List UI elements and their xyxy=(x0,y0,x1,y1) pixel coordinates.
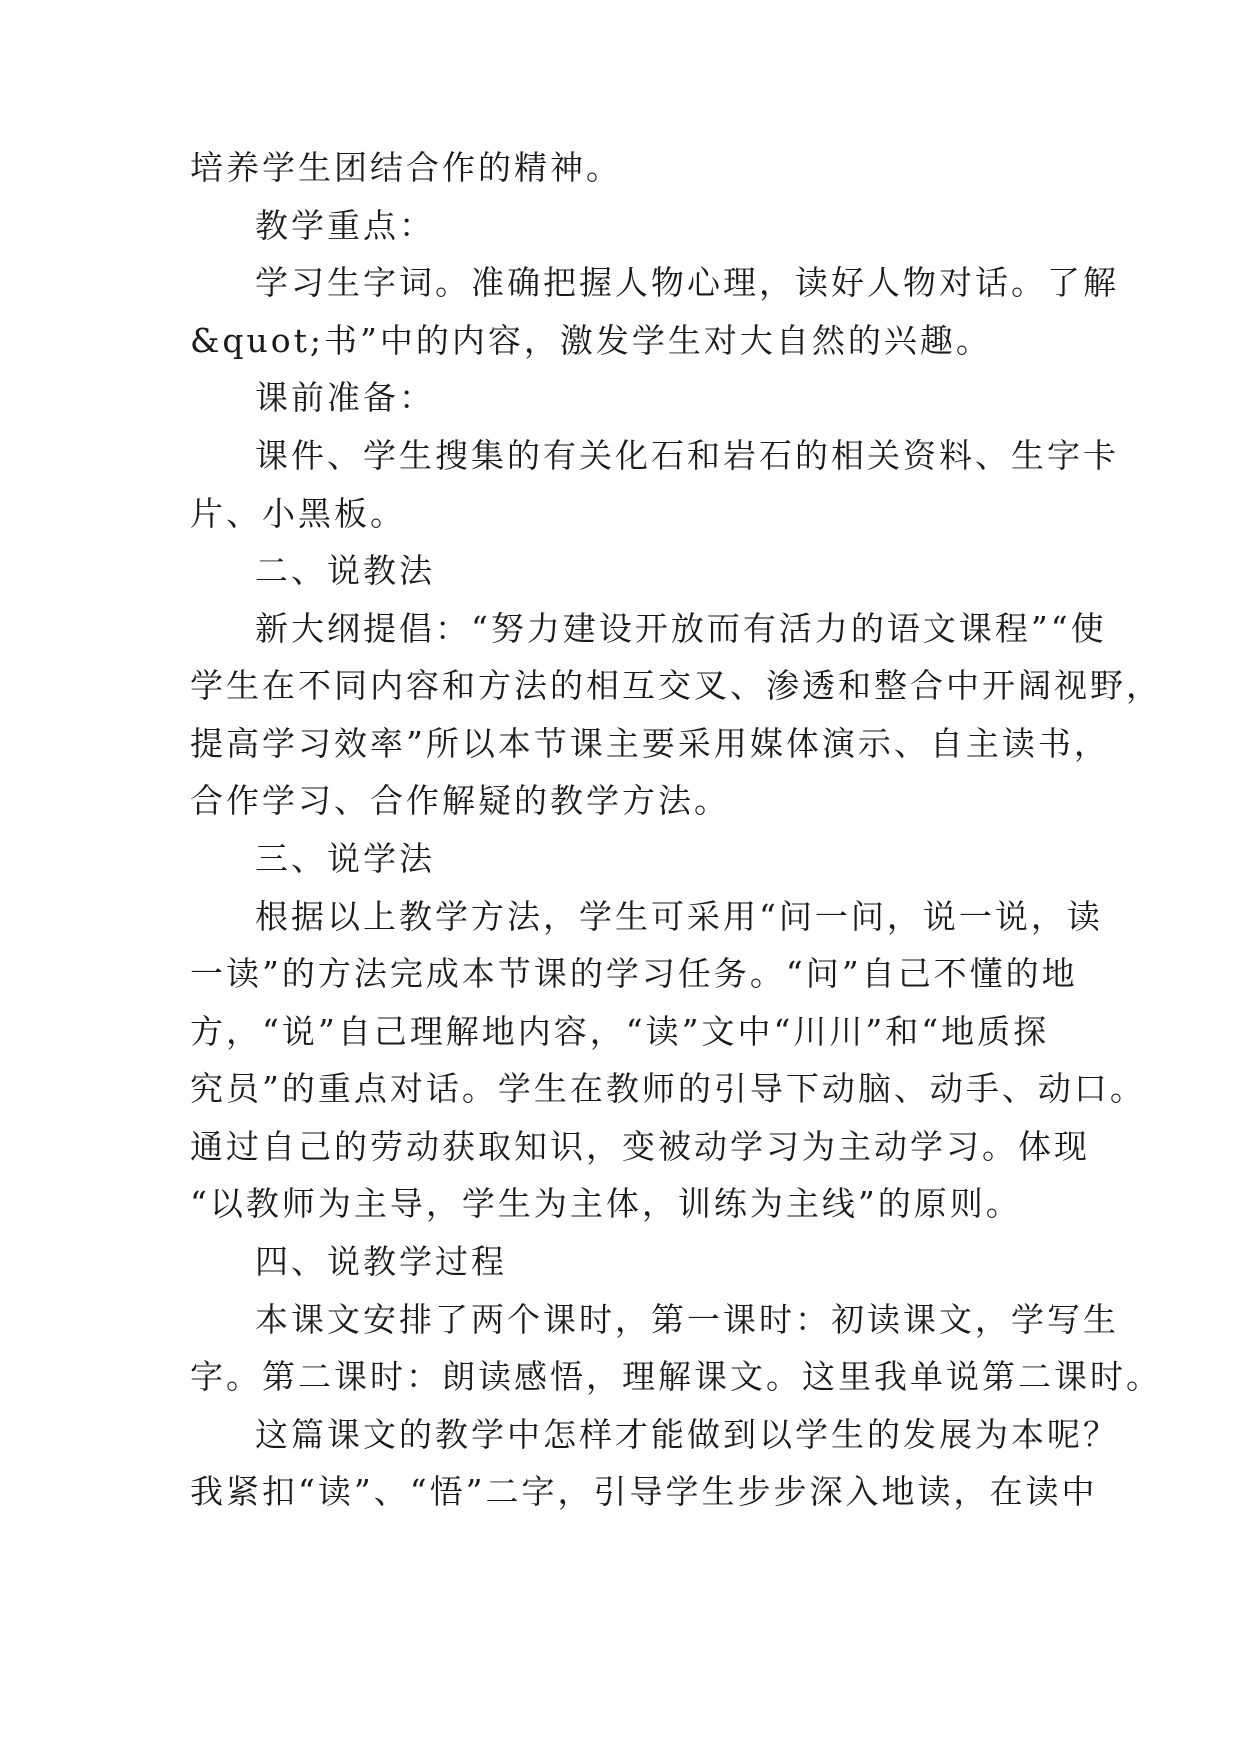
section-heading: 教学重点： xyxy=(255,206,435,245)
section-heading: 四、说教学过程 xyxy=(255,1242,507,1281)
text-line: 我紧扣“读”、“悟”二字，引导学生步步深入地读，在读中 xyxy=(190,1472,1098,1511)
text-line: 片、小黑板。 xyxy=(190,494,406,533)
text-line: 提高学习效率”所以本节课主要采用媒体演示、自主读书， xyxy=(190,724,1110,763)
text-line: 通过自己的劳动获取知识，变被动学习为主动学习。体现 xyxy=(190,1127,1090,1166)
text-line: “以教师为主导，学生为主体，训练为主线”的原则。 xyxy=(190,1184,1022,1223)
text-line: 课件、学生搜集的有关化石和岩石的相关资料、生字卡 xyxy=(255,436,1119,475)
text-line: 一读”的方法完成本节课的学习任务。“问”自己不懂的地 xyxy=(190,954,1078,993)
section-heading: 二、说教法 xyxy=(255,551,435,590)
text-line: 究员”的重点对话。学生在教师的引导下动脑、动手、动口。 xyxy=(190,1069,1146,1108)
text-line: 这篇课文的教学中怎样才能做到以学生的发展为本呢？ xyxy=(255,1415,1119,1454)
text-line: 字。第二课时：朗读感悟，理解课文。这里我单说第二课时。 xyxy=(190,1357,1162,1396)
text-line: &quot;书”中的内容，激发学生对大自然的兴趣。 xyxy=(190,321,992,360)
text-line: 合作学习、合作解疑的教学方法。 xyxy=(190,781,730,820)
text-line: 学习生字词。准确把握人物心理，读好人物对话。了解 xyxy=(255,263,1119,302)
section-heading: 课前准备： xyxy=(255,378,435,417)
text-line: 新大纲提倡：“努力建设开放而有活力的语文课程”“使 xyxy=(255,609,1107,648)
text-line: 培养学生团结合作的精神。 xyxy=(190,148,622,187)
text-line: 根据以上教学方法，学生可采用“问一问，说一说，读 xyxy=(255,897,1103,936)
section-heading: 三、说学法 xyxy=(255,839,435,878)
text-line: 方，“说”自己理解地内容，“读”文中“川川”和“地质探 xyxy=(190,1012,1050,1051)
text-line: 学生在不同内容和方法的相互交叉、渗透和整合中开阔视野， xyxy=(190,666,1162,705)
text-line: 本课文安排了两个课时，第一课时：初读课文，学写生 xyxy=(255,1300,1119,1339)
